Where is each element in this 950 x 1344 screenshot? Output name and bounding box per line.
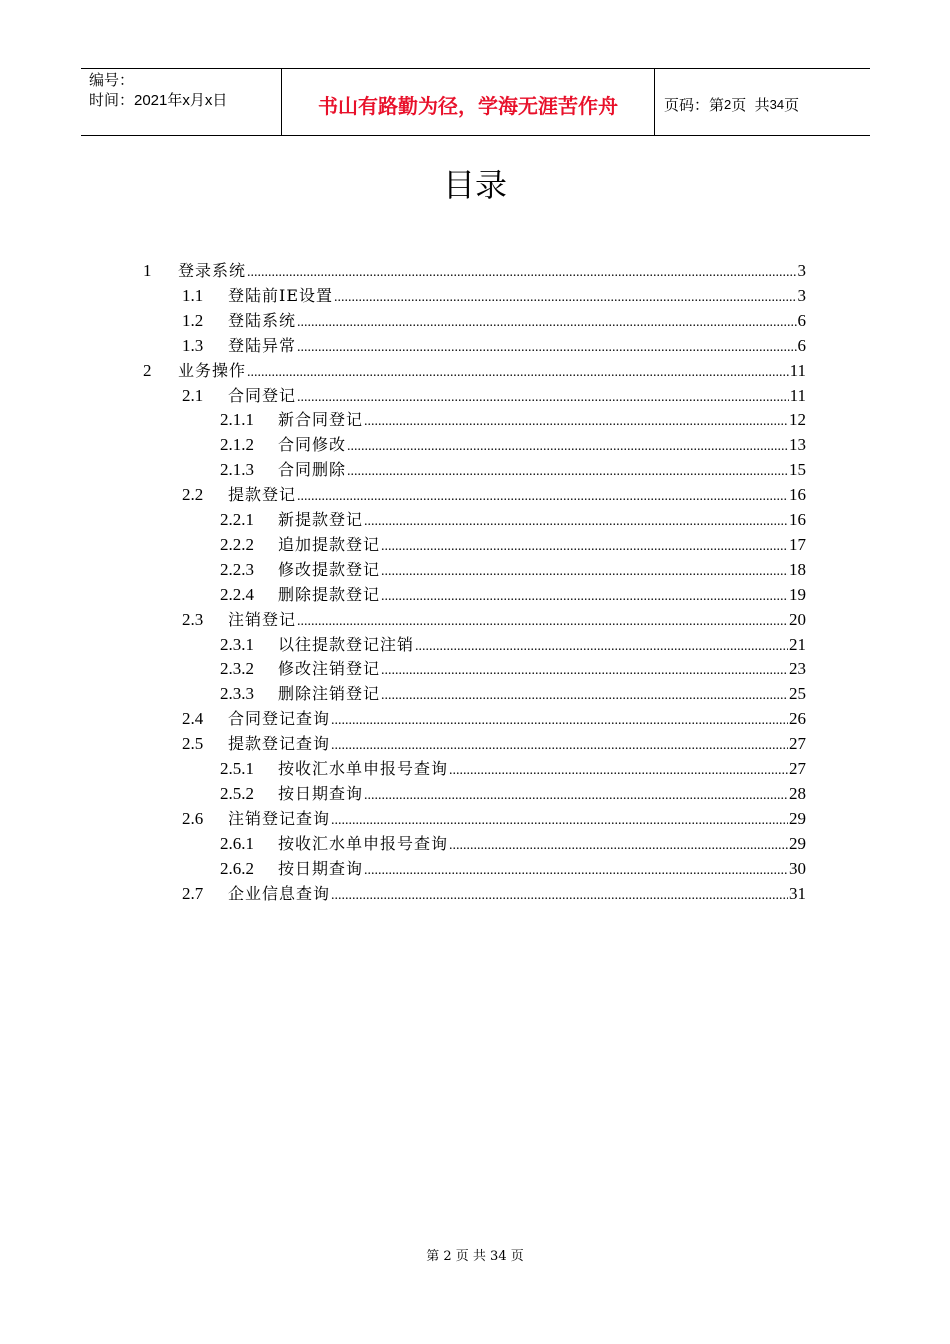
toc-entry-number: 2.2.4 (220, 584, 254, 604)
toc-entry-label: 合同登记 (228, 385, 297, 405)
toc-dot-leader (449, 758, 788, 783)
toc-entry-number: 2.5 (182, 734, 204, 754)
toc-entry[interactable] (0, 482, 950, 507)
date-label: 时间：2021年x月x日 (89, 92, 228, 109)
toc-entry-label: 业务操作 (178, 360, 247, 380)
toc-entry-page: 16 (789, 510, 806, 529)
toc-entry-label: 注销登记查询 (228, 808, 331, 828)
toc-entry-page: 29 (789, 833, 806, 853)
toc-entry-label: 合同登记查询 (228, 709, 331, 729)
toc-entry-label: 登录系统 (178, 261, 247, 280)
toc-entry-label: 提款登记查询 (228, 734, 331, 754)
header-info-cell (81, 69, 282, 135)
toc-entry-label: 合同删除 (278, 460, 347, 480)
toc-dot-leader (364, 858, 788, 883)
toc-dot-leader (364, 409, 788, 434)
toc-entry-number: 1.3 (182, 335, 204, 355)
toc-entry-label: 新合同登记 (278, 410, 364, 430)
toc-entry-label: 追加提款登记 (278, 534, 381, 554)
toc-entry-page: 25 (789, 684, 806, 704)
toc-entry-label: 以往提款登记注销 (278, 634, 415, 654)
toc-entry-page: 16 (789, 485, 806, 505)
toc-entry-label: 登陆异常 (228, 335, 297, 355)
toc-entry[interactable] (0, 407, 950, 432)
toc-entry[interactable] (0, 532, 950, 557)
toc-entry-number: 2.2.3 (220, 559, 254, 579)
toc-entry-page: 23 (789, 659, 806, 679)
toc-entry-page: 20 (789, 609, 806, 629)
toc-entry-label: 提款登记 (228, 485, 297, 505)
toc-entry-page: 6 (797, 310, 806, 330)
toc-entry[interactable] (0, 856, 950, 881)
page-header (81, 68, 870, 136)
toc-entry-label: 合同修改 (278, 435, 347, 455)
toc-dot-leader (347, 459, 788, 484)
toc-entry-label: 删除提款登记 (278, 584, 381, 604)
toc-entry-number: 2.6.1 (220, 833, 254, 853)
toc-entry-number: 2.5.1 (220, 759, 254, 778)
page-suffix: 页 (784, 96, 800, 114)
toc-entry-number: 2.3 (182, 609, 204, 629)
toc-dot-leader (381, 559, 788, 584)
toc-entry-page: 28 (789, 783, 806, 803)
toc-entry-label: 修改注销登记 (278, 659, 381, 679)
toc-entry-number: 1.2 (182, 310, 204, 330)
toc-entry-number: 2.3.3 (220, 684, 254, 704)
toc-entry-number: 2.2.1 (220, 510, 254, 529)
header-motto: 书山有路勤为径，学海无涯苦作舟 (282, 69, 655, 135)
header-page-info (655, 69, 870, 135)
toc-dot-leader (247, 360, 789, 385)
toc-entry-label: 登陆前IE设置 (228, 285, 334, 305)
toc-entry-page: 26 (789, 709, 806, 729)
toc-entry[interactable] (0, 607, 950, 632)
toc-entry[interactable] (0, 632, 950, 657)
toc-dot-leader (297, 335, 796, 360)
toc-entry-label: 企业信息查询 (228, 883, 331, 903)
code-label: 编号： (89, 72, 135, 89)
toc-entry[interactable] (0, 706, 950, 731)
toc-entry[interactable] (0, 731, 950, 756)
toc-entry[interactable] (0, 557, 950, 582)
toc-entry-number: 2.1.3 (220, 460, 254, 480)
toc-entry-number: 2.2.2 (220, 534, 254, 554)
toc-entry-label: 新提款登记 (278, 510, 364, 529)
toc-entry[interactable] (0, 881, 950, 906)
toc-entry-page: 6 (797, 335, 806, 355)
toc-entry-page: 29 (789, 808, 806, 828)
toc-dot-leader (297, 484, 788, 509)
toc-dot-leader (297, 310, 796, 335)
page-prefix: 页码：第 (664, 96, 725, 114)
page-title: 目录 (442, 166, 507, 204)
toc-dot-leader (381, 683, 788, 708)
toc-entry-label: 删除注销登记 (278, 684, 381, 704)
toc-entry-number: 2 (143, 360, 152, 380)
page-mid: 页 共 (731, 96, 770, 114)
toc-entry-page: 11 (789, 360, 806, 380)
toc-entry[interactable] (0, 358, 950, 383)
page-current: 2 (724, 96, 732, 112)
toc-dot-leader (449, 833, 788, 858)
toc-entry-page: 15 (789, 460, 806, 480)
toc-entry-label: 修改提款登记 (278, 559, 381, 579)
toc-entry-label: 按收汇水单申报号查询 (278, 759, 449, 778)
toc-entry[interactable] (0, 507, 950, 532)
toc-dot-leader (331, 808, 788, 833)
toc-entry-number: 1.1 (182, 285, 204, 305)
toc-entry-number: 2.1.1 (220, 410, 254, 430)
toc-entry-page: 21 (789, 634, 806, 654)
toc-entry-page: 17 (789, 534, 806, 554)
toc-dot-leader (381, 534, 788, 559)
toc-entry-number: 2.1 (182, 385, 204, 405)
toc-entry-number: 2.3.2 (220, 659, 254, 679)
toc-entry[interactable] (0, 656, 950, 681)
toc-entry[interactable] (0, 308, 950, 333)
toc-dot-leader (247, 260, 796, 285)
toc-entry-page: 11 (789, 385, 806, 405)
toc-entry[interactable] (0, 756, 950, 781)
toc-dot-leader (381, 584, 788, 609)
toc-dot-leader (364, 509, 788, 534)
toc-entry[interactable] (0, 383, 950, 408)
toc-entry[interactable] (0, 781, 950, 806)
toc-dot-leader (331, 883, 788, 908)
toc-entry[interactable] (0, 457, 950, 482)
toc-dot-leader (297, 609, 788, 634)
toc-entry[interactable] (0, 681, 950, 706)
toc-dot-leader (347, 434, 788, 459)
toc-entry-number: 2.2 (182, 485, 204, 505)
toc-entry-label: 按日期查询 (278, 858, 364, 878)
toc-entry-page: 3 (797, 261, 806, 280)
toc-entry[interactable] (0, 333, 950, 358)
toc-entry-page: 27 (789, 734, 806, 754)
toc-entry-page: 3 (797, 285, 806, 305)
toc-dot-leader (381, 658, 788, 683)
toc-entry-label: 登陆系统 (228, 310, 297, 330)
toc-entry-number: 1 (143, 261, 152, 280)
toc-entry-page: 13 (789, 435, 806, 455)
toc-entry[interactable] (0, 258, 950, 283)
toc-entry-number: 2.3.1 (220, 634, 254, 654)
toc-dot-leader (331, 733, 788, 758)
toc-entry[interactable] (0, 806, 950, 831)
toc-entry-label: 按日期查询 (278, 783, 364, 803)
toc-entry-number: 2.4 (182, 709, 204, 729)
toc-dot-leader (364, 783, 788, 808)
page-footer: 第 2 页 共 34 页 (426, 1249, 524, 1264)
toc-entry-page: 18 (789, 559, 806, 579)
toc-entry-page: 31 (789, 883, 806, 903)
toc-entry[interactable] (0, 283, 950, 308)
toc-entry-number: 2.1.2 (220, 435, 254, 455)
toc-entry-page: 30 (789, 858, 806, 878)
toc-entry-page: 19 (789, 584, 806, 604)
toc-entry-page: 27 (789, 759, 806, 778)
toc-entry[interactable] (0, 831, 950, 856)
toc-entry-label: 按收汇水单申报号查询 (278, 833, 449, 853)
toc-dot-leader (297, 385, 789, 410)
page-total: 34 (769, 96, 785, 112)
toc-entry-page: 12 (789, 410, 806, 430)
toc-entry-number: 2.6 (182, 808, 204, 828)
toc-entry-number: 2.7 (182, 883, 204, 903)
toc-dot-leader (334, 285, 796, 310)
toc-entry-label: 注销登记 (228, 609, 297, 629)
toc-entry[interactable] (0, 582, 950, 607)
toc-dot-leader (331, 708, 788, 733)
toc-dot-leader (415, 634, 788, 659)
toc-entry-number: 2.6.2 (220, 858, 254, 878)
toc-entry[interactable] (0, 432, 950, 457)
toc-entry-number: 2.5.2 (220, 783, 254, 803)
